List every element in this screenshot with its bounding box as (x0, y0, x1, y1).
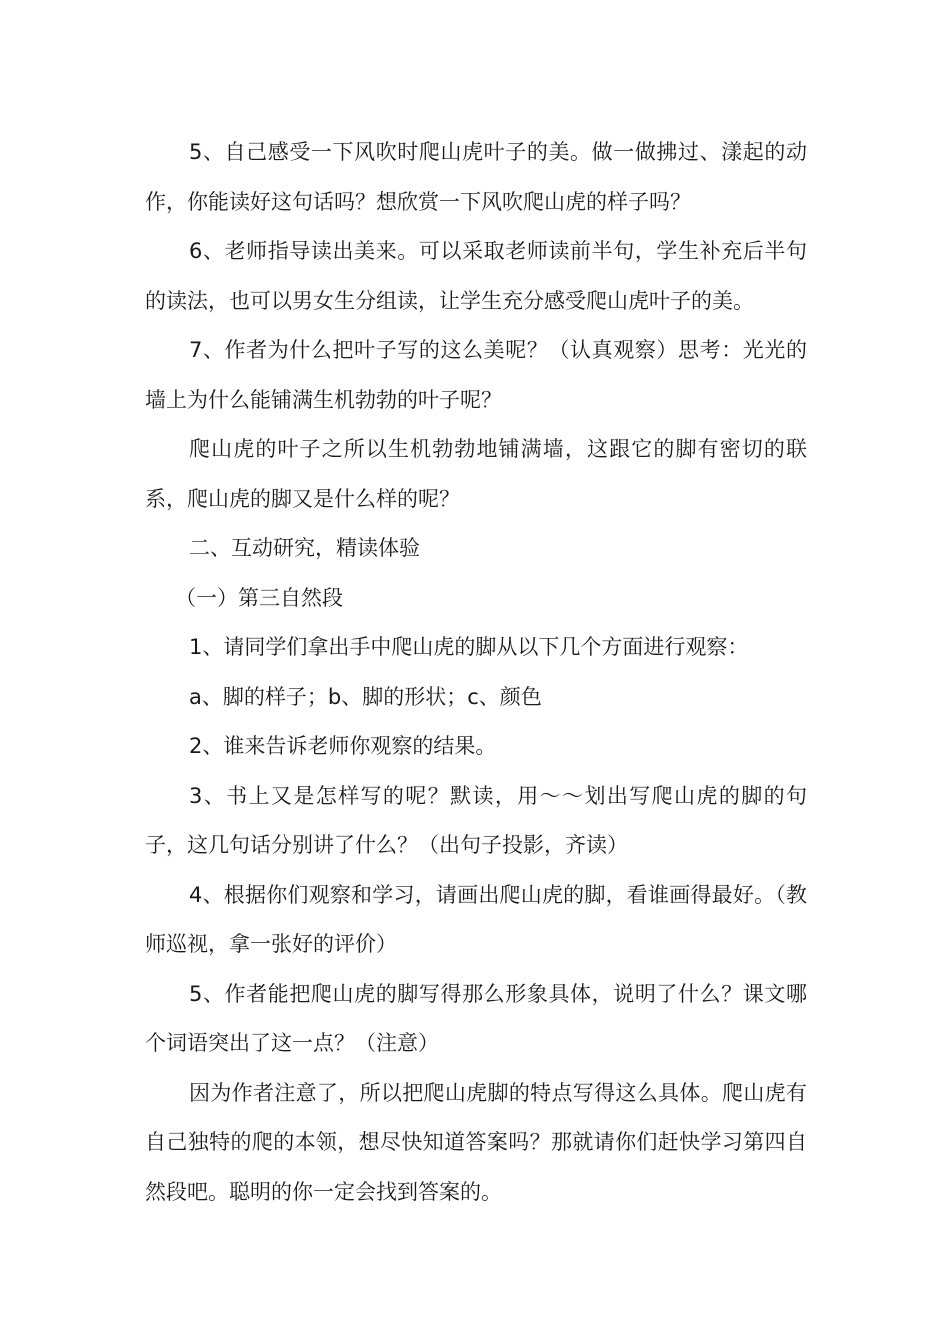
section-heading-interactive-study: 二、互动研究，精读体验 (189, 536, 420, 560)
paragraph-step-3-read-book: 3、书上又是怎样写的呢？默读，用～～划出写爬山虎的脚的句子，这几句话分别讲了什么？（出句子投影，齐读） (145, 783, 807, 857)
paragraph-conclusion: 因为作者注意了，所以把爬山虎脚的特点写得这么具体。爬山虎有自己独特的爬的本领，想尽快知道答案吗？那就请你们赶快学习第四自然段吧。聪明的你一定会找到答案的。 (145, 1080, 807, 1204)
paragraph-observation-aspects: a、脚的样子；b、脚的形状；c、颜色 (189, 684, 542, 709)
paragraph-step-6-guided-reading: 6、老师指导读出美来。可以采取老师读前半句，学生补充后半句的读法，也可以男女生分组读，让学生充分感受爬山虎叶子的美。 (145, 239, 807, 313)
paragraph-step-1-observe: 1、请同学们拿出手中爬山虎的脚从以下几个方面进行观察： (189, 635, 749, 659)
paragraph-step-5-feel-wind: 5、自己感受一下风吹时爬山虎叶子的美。做一做拂过、漾起的动作，你能读好这句话吗？想欣赏一下风吹爬山虎的样子吗？ (145, 140, 807, 214)
subsection-heading-third-paragraph: （一）第三自然段 (175, 585, 343, 610)
paragraph-leaves-and-feet: 爬山虎的叶子之所以生机勃勃地铺满墙，这跟它的脚有密切的联系，爬山虎的脚又是什么样的呢？ (145, 437, 807, 511)
paragraph-step-4-draw: 4、根据你们观察和学习，请画出爬山虎的脚，看谁画得最好。（教师巡视，拿一张好的评价） (145, 882, 807, 956)
paragraph-step-5-author-vivid: 5、作者能把爬山虎的脚写得那么形象具体，说明了什么？课文哪个词语突出了这一点？（注意） (145, 981, 807, 1055)
paragraph-step-2-report: 2、谁来告诉老师你观察的结果。 (189, 734, 497, 758)
paragraph-step-7-why-beautiful: 7、作者为什么把叶子写的这么美呢？（认真观察）思考：光光的墙上为什么能铺满生机勃勃的叶子呢？ (145, 338, 807, 412)
document-page (145, 128, 807, 1217)
